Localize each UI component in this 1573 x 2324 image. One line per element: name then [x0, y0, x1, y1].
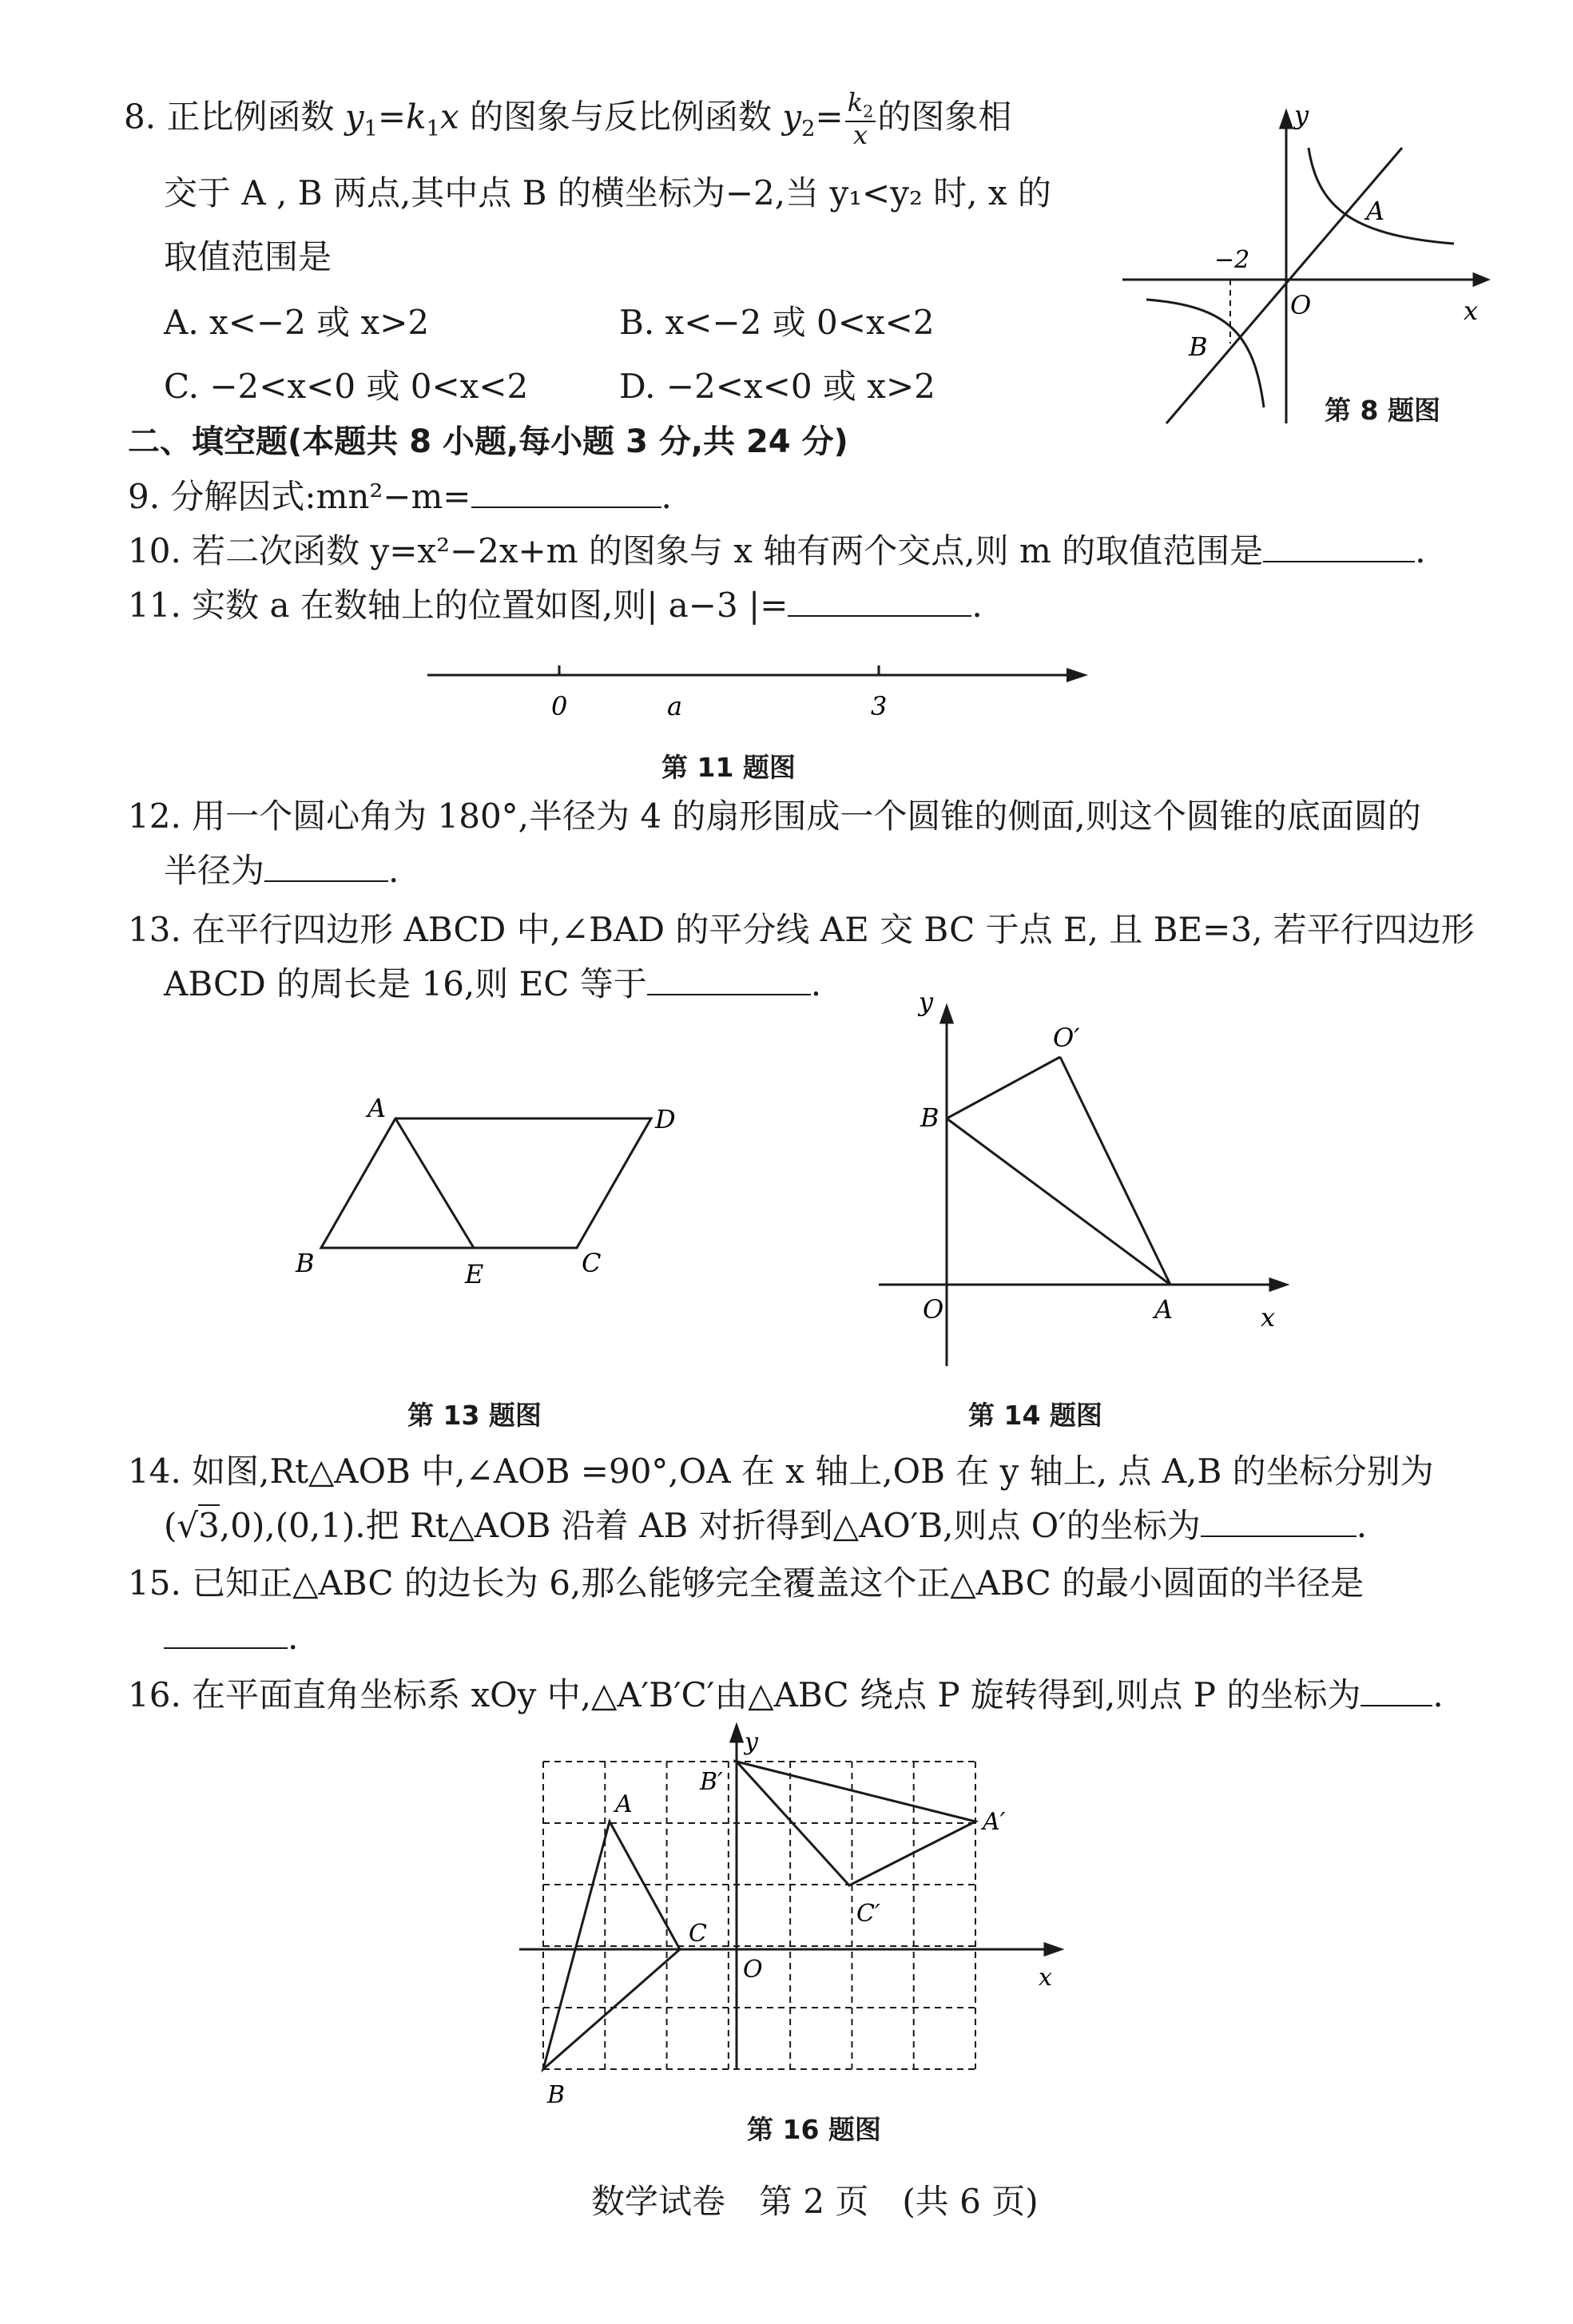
q9: [128, 476, 672, 518]
q15-line1: 15. 已知正△ABC 的边长为 6,那么能够完全覆盖这个正△ABC 的最小圆面的半径是: [128, 1563, 1364, 1603]
q14-caption: 第 14 题图: [968, 1400, 1102, 1431]
q12-line2-text: 半径为: [164, 851, 265, 890]
q13-line2-text: ABCD 的周长是 16,则 EC 等于: [164, 964, 647, 1003]
q11: [128, 585, 983, 627]
q10-text: 10. 若二次函数 y=x²−2x+m 的图象与 x 轴有两个交点,则 m 的取值范围是: [128, 531, 1264, 570]
q14-end: .: [1356, 1506, 1368, 1545]
q8-option-d: D. −2<x<0 或 x>2: [619, 367, 935, 406]
q10-end: .: [1415, 531, 1426, 570]
q14-label-a: A: [1154, 1294, 1174, 1325]
q16-label-c-prime: C′: [856, 1900, 880, 1928]
q12-end: .: [388, 851, 399, 890]
q14-line2: [164, 1505, 1367, 1547]
q8-label-x: x: [1464, 296, 1479, 326]
q15-line2: [164, 1617, 298, 1659]
q8-line2: 交于 A , B 两点,其中点 B 的横坐标为−2,当 y₁<y₂ 时, x 的: [164, 173, 1051, 213]
q14-line2-a: (: [164, 1506, 177, 1545]
q16-label-o: O: [743, 1956, 763, 1984]
q13-line1: 13. 在平行四边形 ABCD 中,∠BAD 的平分线 AE 交 BC 于点 E, 且 BE=3, 若平行四边形: [128, 910, 1475, 949]
page-footer: 数学试卷 第 2 页 (共 6 页): [591, 2182, 1039, 2221]
q8-caption: 第 8 题图: [1325, 395, 1440, 426]
q13-parallelogram: [321, 1118, 651, 1248]
q16-label-y: y: [745, 1728, 758, 1756]
q14-label-o: O: [923, 1294, 944, 1325]
q13-label-c: C: [582, 1248, 602, 1278]
q8-number: 8.: [124, 97, 157, 137]
q16-text: 16. 在平面直角坐标系 xOy 中,△A′B′C′由△ABC 绕点 P 旋转得到,则点 P 的坐标为: [128, 1675, 1361, 1714]
q15-end: .: [288, 1618, 299, 1657]
q14-label-b: B: [920, 1102, 939, 1133]
q8-line1-c: 的图象相: [877, 97, 1012, 137]
q8-option-c: C. −2<x<0 或 0<x<2: [164, 367, 529, 406]
q11-figure: [423, 651, 1094, 731]
q16-end: .: [1432, 1675, 1444, 1714]
q14-label-y: y: [919, 987, 934, 1017]
q16-caption: 第 16 题图: [747, 2114, 881, 2145]
q13-label-d: D: [655, 1104, 676, 1134]
q14-side-bo-prime: [947, 1057, 1060, 1118]
q13-figure: [288, 1094, 703, 1294]
q8-label-a: A: [1366, 196, 1385, 226]
q13-end: .: [810, 964, 822, 1003]
q16-label-x: x: [1039, 1964, 1052, 1992]
q14-side-o-prime-a: [1060, 1057, 1170, 1285]
q12-line2: [164, 850, 399, 892]
section2-title: 二、填空题(本题共 8 小题,每小题 3 分,共 24 分): [128, 423, 848, 460]
q16-label-a: A: [615, 1790, 633, 1818]
q16-figure: [511, 1718, 1071, 2109]
q14-line2-b: ,0),(0,1).把 Rt△AOB 沿着 AB 对折得到△AO′B,则点 O′的坐标为: [219, 1506, 1201, 1545]
q9-answer-blank[interactable]: [471, 483, 661, 508]
q11-text: 11. 实数 a 在数轴上的位置如图,则| a−3 |=: [128, 586, 788, 625]
q8-label-y: y: [1294, 100, 1309, 130]
q12-answer-blank[interactable]: [264, 856, 388, 882]
q11-answer-blank[interactable]: [788, 591, 971, 617]
q12-line1: 12. 用一个圆心角为 180°,半径为 4 的扇形围成一个圆锥的侧面,则这个圆锥的底面圆的: [128, 797, 1421, 836]
q13-label-b: B: [296, 1248, 315, 1278]
q13-segment-ae: [395, 1118, 474, 1248]
q16-label-b-prime: B′: [700, 1768, 723, 1796]
q16-label-a-prime: A′: [983, 1808, 1006, 1836]
q8-line-y1: [1166, 148, 1402, 423]
q15-answer-blank[interactable]: [164, 1623, 288, 1649]
q8-option-a: A. x<−2 或 x>2: [164, 303, 430, 342]
q11-label-3: 3: [871, 691, 888, 721]
q8-line1: 8. 正比例函数 $y_1=k_1x$ 的图象与反比例函数 $y_2=$ $\frac{k_2}{x}$ 的图象相: [124, 87, 1012, 151]
q9-end: .: [661, 477, 672, 516]
q8-line1-a: 正比例函数: [166, 97, 335, 137]
q14-side-ba: [947, 1118, 1170, 1285]
q14-figure: [871, 987, 1302, 1374]
q11-caption: 第 11 题图: [661, 752, 796, 783]
q16: [128, 1674, 1444, 1717]
q11-label-0: 0: [551, 691, 568, 721]
q16-answer-blank[interactable]: [1360, 1681, 1432, 1706]
q11-end: .: [971, 586, 983, 625]
q8-label-tick: −2: [1214, 246, 1250, 274]
q14-sqrt3: 3: [198, 1506, 220, 1545]
q13-label-a: A: [367, 1093, 387, 1123]
q11-label-a: a: [667, 691, 683, 721]
q13-label-e: E: [465, 1259, 484, 1289]
q8-line1-b: 的图象与反比例函数: [470, 97, 773, 137]
q8-line3: 取值范围是: [164, 237, 332, 276]
q16-label-b: B: [547, 2081, 566, 2109]
q14-line1: 14. 如图,Rt△AOB 中,∠AOB =90°,OA 在 x 轴上,OB 在 y 轴上, 点 A,B 的坐标分别为: [128, 1452, 1434, 1491]
q16-grid: [543, 1762, 975, 2069]
q14-label-o-prime: O′: [1053, 1023, 1080, 1053]
q14-label-x: x: [1261, 1302, 1276, 1333]
q9-text: 9. 分解因式:mn²−m=: [128, 477, 471, 516]
sqrt-icon: √: [177, 1506, 199, 1545]
q13-line2: [164, 963, 821, 1006]
q16-label-c: C: [689, 1920, 707, 1948]
q8-label-b: B: [1189, 332, 1208, 362]
q10-answer-blank[interactable]: [1263, 537, 1415, 562]
q10: [128, 530, 1426, 573]
q14-answer-blank[interactable]: [1201, 1512, 1357, 1537]
q13-answer-blank[interactable]: [647, 970, 811, 995]
q8-label-o: O: [1290, 290, 1312, 320]
q13-caption: 第 13 题图: [407, 1400, 542, 1431]
q8-option-b: B. x<−2 或 0<x<2: [619, 303, 935, 342]
